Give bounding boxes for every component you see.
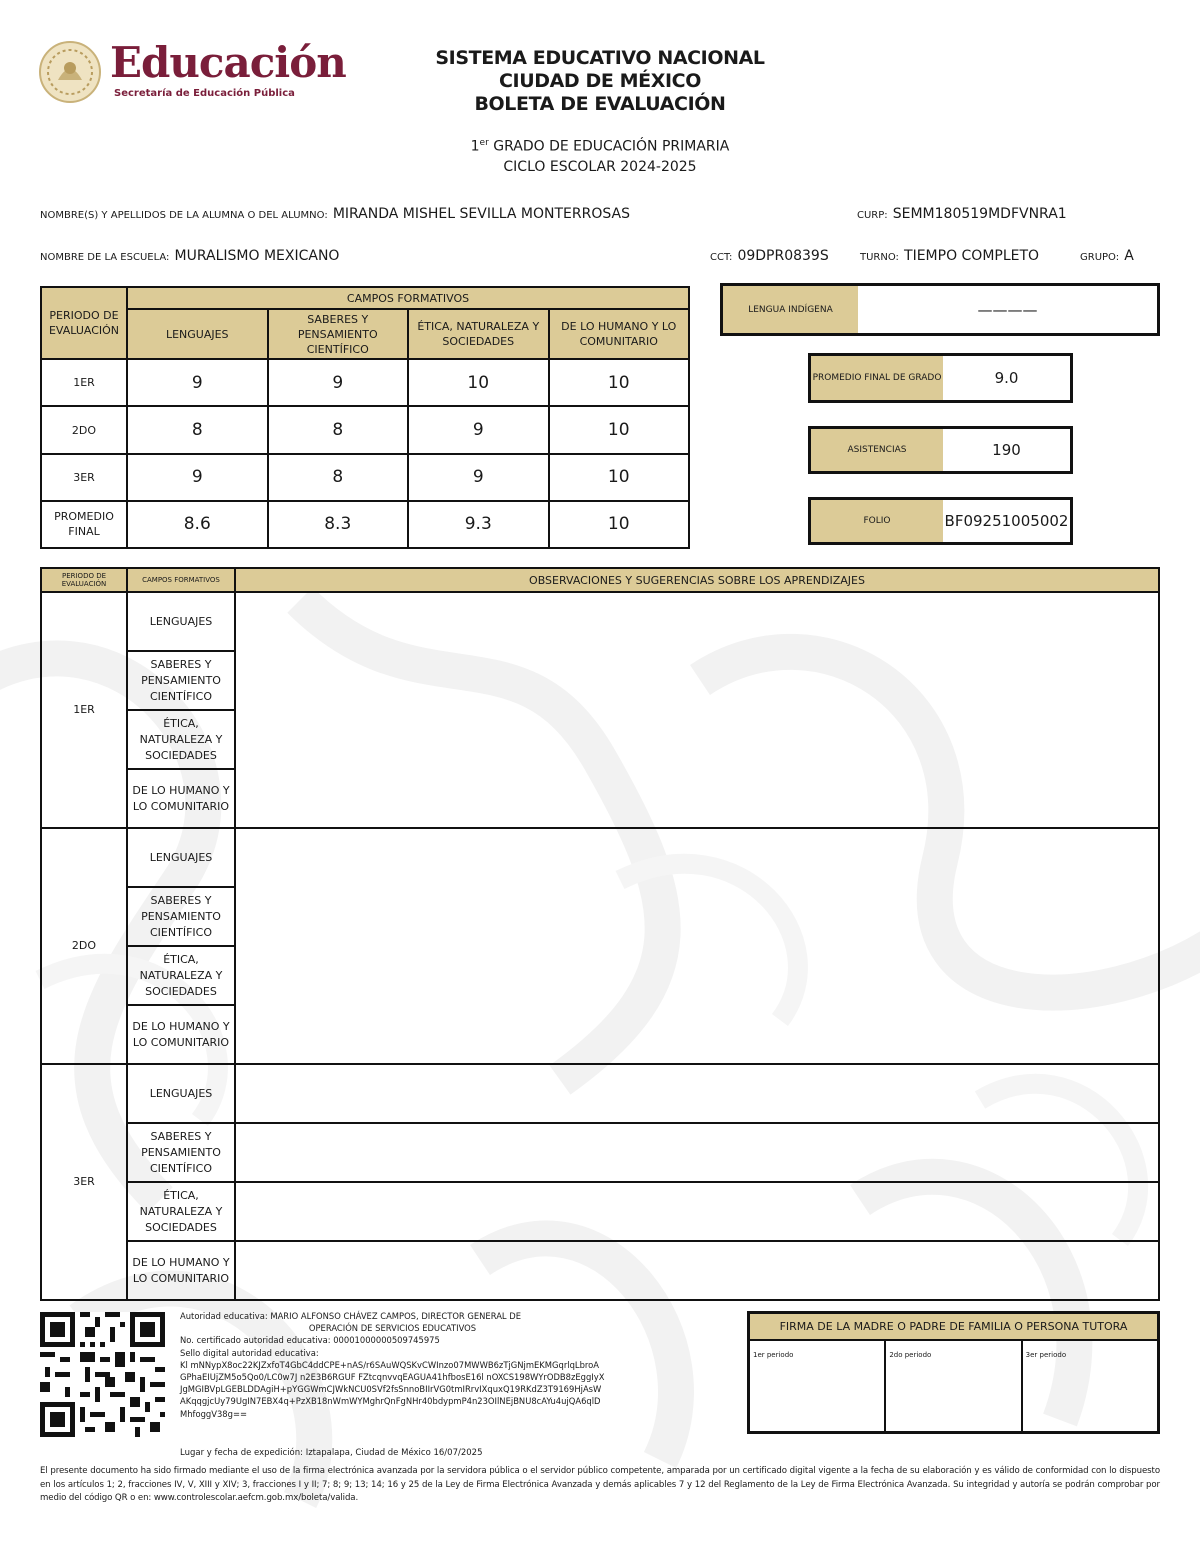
obs-campos-header: CAMPOS FORMATIVOS: [127, 568, 235, 592]
parent-signature-box: [747, 1311, 1160, 1434]
grade-cell: 9: [408, 454, 549, 501]
signature-slot-period-2[interactable]: [886, 1341, 1022, 1431]
authority-line-1: Autoridad educativa: MARIO ALFONSO CHÁVEZ CAMPOS, DIRECTOR GENERAL DE: [180, 1311, 522, 1321]
period-label: 1er periodo: [753, 1351, 794, 1359]
title-line-3: BOLETA DE EVALUACIÓN: [474, 93, 726, 115]
obs-period-cell: 2DO: [41, 828, 127, 1064]
certificate-number: No. certificado autoridad educativa: 00001000000509745975: [180, 1335, 440, 1346]
table-row: [41, 406, 689, 453]
qr-code[interactable]: [40, 1312, 165, 1437]
table-row: [41, 501, 689, 548]
grade-text: GRADO DE EDUCACIÓN PRIMARIA: [493, 138, 730, 155]
promedio-final-box: [808, 353, 1073, 403]
obs-header: OBSERVACIONES Y SUGERENCIAS SOBRE LOS APRENDIZAJES: [235, 568, 1159, 592]
obs-text-area[interactable]: [235, 1241, 1159, 1300]
obs-field-cell: DE LO HUMANO Y LO COMUNITARIO: [127, 1241, 235, 1300]
table-row: [41, 1241, 1159, 1300]
legal-notice: El presente documento ha sido firmado mediante el uso de la firma electrónica avanzada por la servidora pública o el servidor público competente, amparada por un certificado digital vigente a la fecha de su elaboración y es válido de conformidad con lo dispuesto en los artículos 1; 2, fracciones IV, V, XIII y XIV; 3, fracciones I y II; 7; 8; 9; 13; 14; 16 y 25 de la Ley de Firma Electrónica Avanzada y demás aplicables 7 y 12 del Reglamento de la Ley de Firma Electrónica Avanzada. Su integridad y autoría se podrán comprobar por medio del código QR o en: www.controlescolar.aefcm.gob.mx/boleta/valida.: [40, 1466, 1160, 1503]
grade-info: [380, 133, 820, 177]
grade-cell: 9: [127, 359, 268, 406]
obs-period-cell: 3ER: [41, 1064, 127, 1300]
grade-cell: 10: [549, 454, 690, 501]
campos-header: CAMPOS FORMATIVOS: [127, 287, 689, 309]
digital-seal: Kl mNNypX8oc22KJZxfoT4GbC4ddCPE+nAS/r6SAuWQSKvCWInzo07MWWB6zTjGNjmEKMGqrlqLbroAGPhaEIUjZM5o5Qo0/LC0w7J n2E3B6RGUF FZtcqnvvqEAGUA41hfbosE16l nOXCS198WYrODB8zEggIyXJgMGIBVpLGEBLDDAgiH+pYGGWmCJWkNCU0SVf2fsSnnoBIIrVG0tmIRrvIXquxQ19RKdZ3T9169HjAsWAKqqgjcUy79UgIN7EBX4q+PzXB18nWmWYMghrQnFgNHr40bdypmP4n23OIlNEjBNU8cAYu4ujQA6qlDMhfoggV38g==: [180, 1359, 605, 1419]
grupo-row: [1080, 245, 1134, 264]
seal-label: Sello digital autoridad educativa:: [180, 1347, 319, 1358]
grade-cell: 10: [549, 359, 690, 406]
promedio-final-label: PROMEDIO FINAL DE GRADO: [811, 356, 943, 400]
observations-table: [40, 567, 1160, 1301]
period-label: 3er periodo: [1025, 1351, 1067, 1359]
period-cell: 3ER: [41, 454, 127, 501]
logo-subtitle: Secretaría de Educación Pública: [114, 88, 295, 99]
obs-field-cell: LENGUAJES: [127, 828, 235, 887]
column-header: ÉTICA, NATURALEZA Y SOCIEDADES: [408, 309, 549, 359]
school-name: MURALISMO MEXICANO: [174, 248, 340, 264]
turno-label: TURNO:: [860, 252, 899, 263]
obs-text-area[interactable]: [235, 1064, 1159, 1123]
average-cell: 8.6: [127, 501, 268, 548]
grade-ordinal-sup: er: [479, 138, 489, 148]
grade-cell: 10: [549, 406, 690, 453]
final-average-label: PROMEDIO FINAL: [41, 501, 127, 548]
turno-row: [860, 245, 1039, 264]
obs-field-cell: ÉTICA, NATURALEZA Y SOCIEDADES: [127, 1182, 235, 1241]
average-cell: 9.3: [408, 501, 549, 548]
lengua-indigena-label: LENGUA INDÍGENA: [723, 286, 858, 333]
student-name-row: [40, 203, 630, 222]
table-row: [41, 1182, 1159, 1241]
grade-cell: 8: [127, 406, 268, 453]
folio-label: FOLIO: [811, 500, 943, 542]
average-cell: 8.3: [268, 501, 409, 548]
obs-field-cell: SABERES Y PENSAMIENTO CIENTÍFICO: [127, 887, 235, 946]
column-header: SABERES Y PENSAMIENTO CIENTÍFICO: [268, 309, 409, 359]
cct-value: 09DPR0839S: [737, 248, 829, 264]
school-label: NOMBRE DE LA ESCUELA:: [40, 252, 170, 263]
asistencias-value: 190: [992, 441, 1021, 459]
obs-period-cell: 1ER: [41, 592, 127, 828]
obs-field-cell: ÉTICA, NATURALEZA Y SOCIEDADES: [127, 946, 235, 1005]
curp-label: CURP:: [857, 210, 888, 221]
obs-field-cell: SABERES Y PENSAMIENTO CIENTÍFICO: [127, 651, 235, 710]
table-row: [41, 1064, 1159, 1123]
grupo-value: A: [1124, 248, 1134, 264]
obs-field-cell: LENGUAJES: [127, 1064, 235, 1123]
parent-signature-title: FIRMA DE LA MADRE O PADRE DE FAMILIA O PERSONA TUTORA: [750, 1314, 1157, 1341]
average-cell: 10: [549, 501, 690, 548]
authority-signature-block: [180, 1310, 605, 1420]
grade-cell: 10: [408, 359, 549, 406]
period-cell: 1ER: [41, 359, 127, 406]
student-name: MIRANDA MISHEL SEVILLA MONTERROSAS: [332, 206, 630, 222]
title-line-2: CIUDAD DE MÉXICO: [499, 70, 701, 92]
document-title: [380, 47, 820, 116]
table-row: [41, 1123, 1159, 1182]
period-header: PERIODO DE EVALUACIÓN: [41, 287, 127, 359]
turno-value: TIEMPO COMPLETO: [904, 248, 1040, 264]
period-cell: 2DO: [41, 406, 127, 453]
grade-cell: 9: [268, 359, 409, 406]
curp-row: [857, 203, 1067, 222]
obs-field-cell: ÉTICA, NATURALEZA Y SOCIEDADES: [127, 710, 235, 769]
grades-table: [40, 286, 690, 549]
table-row: [41, 454, 689, 501]
cct-label: CCT:: [710, 252, 733, 263]
place-and-date: Lugar y fecha de expedición: Iztapalapa, Ciudad de México 16/07/2025: [180, 1448, 483, 1458]
grade-cell: 9: [127, 454, 268, 501]
obs-text-area[interactable]: [235, 1123, 1159, 1182]
student-name-label: NOMBRE(S) Y APELLIDOS DE LA ALUMNA O DEL ALUMNO:: [40, 210, 328, 221]
cct-row: [710, 245, 829, 264]
obs-field-cell: SABERES Y PENSAMIENTO CIENTÍFICO: [127, 1123, 235, 1182]
table-row: [41, 592, 1159, 651]
logo-wordmark: Educación: [110, 38, 346, 87]
authority-line-2: OPERACIÓN DE SERVICIOS EDUCATIVOS: [308, 1323, 477, 1334]
column-header: DE LO HUMANO Y LO COMUNITARIO: [549, 309, 690, 359]
obs-text-area[interactable]: [235, 592, 1159, 828]
school-row: [40, 245, 339, 264]
table-row: [41, 828, 1159, 887]
lengua-indigena-box: [720, 283, 1160, 336]
grade-line: [380, 133, 820, 157]
column-header: LENGUAJES: [127, 309, 268, 359]
grade-cell: 8: [268, 454, 409, 501]
obs-field-cell: DE LO HUMANO Y LO COMUNITARIO: [127, 769, 235, 828]
obs-period-header: PERIODO DE EVALUACIÓN: [41, 568, 127, 592]
coat-of-arms-icon: [38, 40, 102, 104]
folio-box: [808, 497, 1073, 545]
signature-slot-period-3[interactable]: [1023, 1341, 1157, 1431]
school-cycle: CICLO ESCOLAR 2024-2025: [503, 158, 697, 175]
obs-text-area[interactable]: [235, 828, 1159, 1064]
obs-field-cell: LENGUAJES: [127, 592, 235, 651]
folio-value: BF09251005002: [944, 512, 1069, 530]
grade-cell: 9: [408, 406, 549, 453]
signature-slot-period-1[interactable]: [750, 1341, 886, 1431]
grade-ordinal: 1: [470, 138, 480, 155]
sep-logo: [38, 38, 348, 108]
asistencias-label: ASISTENCIAS: [811, 429, 943, 471]
lengua-indigena-value: ————: [977, 300, 1038, 319]
obs-text-area[interactable]: [235, 1182, 1159, 1241]
grade-cell: 8: [268, 406, 409, 453]
title-line-1: SISTEMA EDUCATIVO NACIONAL: [435, 47, 765, 69]
grupo-label: GRUPO:: [1080, 252, 1120, 263]
period-label: 2do periodo: [889, 1351, 932, 1359]
table-row: [41, 359, 689, 406]
asistencias-box: [808, 426, 1073, 474]
promedio-final-value: 9.0: [994, 369, 1019, 387]
curp-value: SEMM180519MDFVNRA1: [892, 206, 1067, 222]
obs-field-cell: DE LO HUMANO Y LO COMUNITARIO: [127, 1005, 235, 1064]
